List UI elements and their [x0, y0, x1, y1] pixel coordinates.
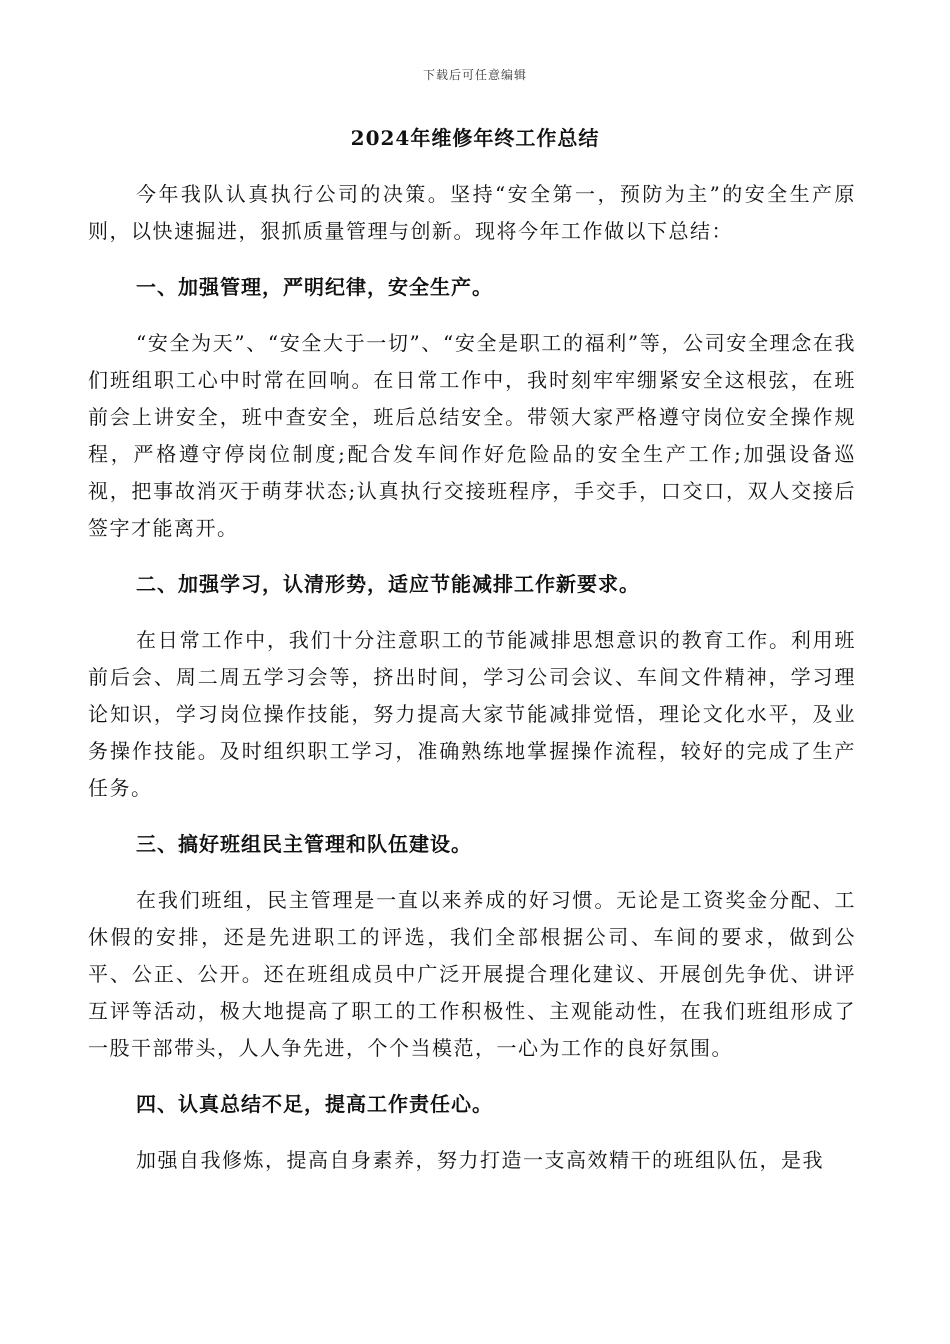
section-heading: 四、认真总结不足，提高工作责任心。: [136, 1092, 493, 1116]
document-body: [88, 176, 856, 1179]
section-heading: 二、加强学习，认清形势，适应节能减排工作新要求。: [136, 572, 640, 596]
section-heading: 一、加强管理，严明纪律，安全生产。: [136, 275, 493, 299]
section-paragraph: 在我们班组，民主管理是一直以来养成的好习惯。无论是工资奖金分配、工休假的安排，还是先进职工的评选，我们全部根据公司、车间的要求，做到公平、公正、公开。还在班组成员中广泛开展提合理化建议、开展创先争优、讲评互评等活动，极大地提高了职工的工作积极性、主观能动性，在我们班组形成了一股干部带头，人人争先进，个个当模范，一心为工作的良好氛围。: [88, 888, 856, 1060]
section-heading: 三、搞好班组民主管理和队伍建设。: [136, 832, 472, 856]
document-title: 2024年维修年终工作总结: [350, 126, 600, 150]
section-paragraph: 加强自我修炼，提高自身素养，努力打造一支高效精干的班组队伍，是我: [136, 1148, 824, 1172]
section-paragraph: 在日常工作中，我们十分注意职工的节能减排思想意识的教育工作。利用班前后会、周二周五学习会等，挤出时间，学习公司会议、车间文件精神，学习理论知识，学习岗位操作技能，努力提高大家节能减排觉悟，理论文化水平，及业务操作技能。及时组织职工学习，准确熟练地掌握操作流程，较好的完成了生产任务。: [88, 628, 856, 800]
header-note: 下载后可任意编辑: [422, 68, 527, 82]
section-paragraph: “安全为天”、“安全大于一切”、“安全是职工的福利”等，公司安全理念在我们班组职工心中时常在回响。在日常工作中，我时刻牢牢绷紧安全这根弦，在班前会上讲安全，班中查安全，班后总结安全。带领大家严格遵守岗位安全操作规程，严格遵守停岗位制度;配合发车间作好危险品的安全生产工作;加强设备巡视，把事故消灭于萌芽状态;认真执行交接班程序，手交手，口交口，双人交接后签字才能离开。: [88, 331, 856, 540]
intro-paragraph: 今年我队认真执行公司的决策。坚持“安全第一，预防为主”的安全生产原则，以快速掘进，狠抓质量管理与创新。现将今年工作做以下总结：: [88, 182, 856, 243]
